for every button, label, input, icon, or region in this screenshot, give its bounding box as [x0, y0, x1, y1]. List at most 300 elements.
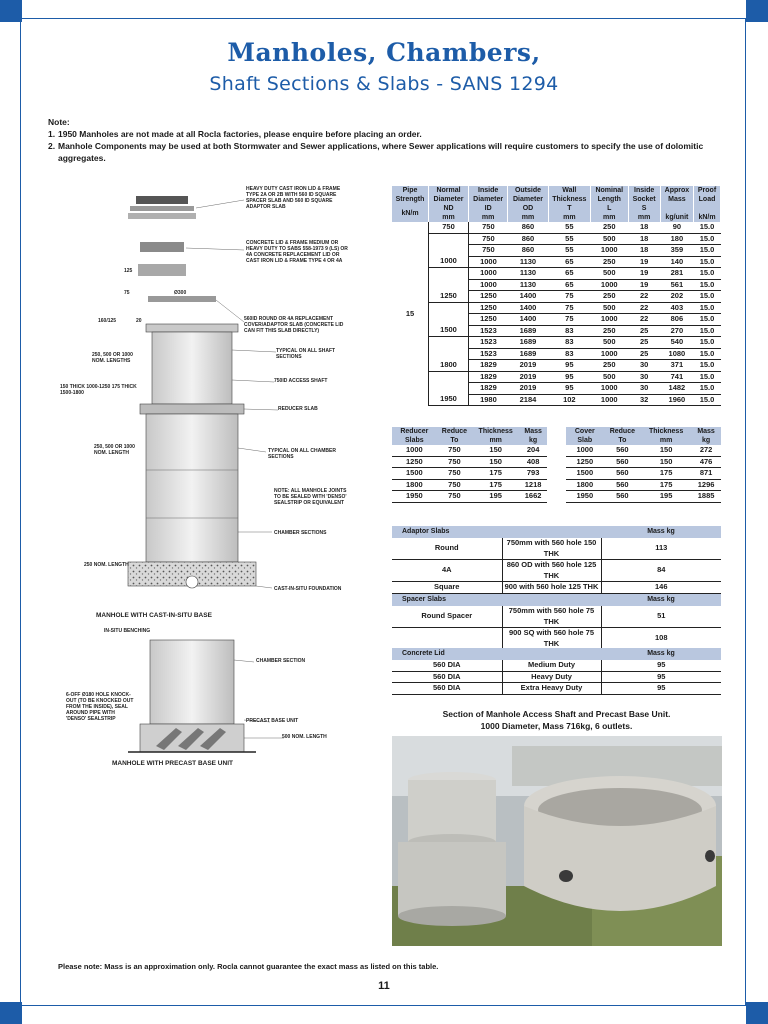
table-cell: 175 — [641, 468, 691, 480]
table-row — [392, 628, 721, 650]
table-cell: 175 — [641, 479, 691, 491]
table-cell: 1829 — [469, 371, 508, 383]
table-cell: 75 — [548, 314, 590, 326]
adaptor-slab-shape — [128, 213, 196, 219]
manhole-photo — [392, 736, 722, 946]
table-cell: 175 — [472, 479, 519, 491]
header-cell: Thickness mm — [641, 427, 691, 445]
table-row — [392, 468, 547, 480]
spacer-slab-section — [392, 594, 721, 650]
pipe-table-body — [392, 222, 721, 406]
diagram-label-typical-chamber: TYPICAL ON ALL CHAMBER SECTIONS — [268, 448, 336, 460]
table-row — [566, 445, 721, 456]
table-header-row — [392, 186, 721, 204]
table-cell: 900 with 560 hole 125 THK — [502, 582, 601, 594]
table-cell: 19 — [628, 256, 660, 268]
table-cell — [392, 628, 502, 650]
table-cell: 1000 — [469, 268, 508, 280]
table-cell: 1829 — [469, 360, 508, 372]
table-row — [392, 582, 721, 594]
table-cell: 1482 — [660, 383, 693, 395]
table-cell: 65 — [548, 256, 590, 268]
table-cell: 1250 — [469, 314, 508, 326]
table-cell: 1250 — [469, 302, 508, 314]
table-cell: Medium Duty — [502, 660, 601, 671]
table-cell: 806 — [660, 314, 693, 326]
table-row — [392, 371, 721, 383]
photo-caption — [392, 708, 721, 732]
table-cell — [429, 348, 469, 360]
table-cell: 83 — [548, 337, 590, 349]
diagram-label-nom-length-500: 500 NOM. LENGTH — [282, 734, 327, 740]
table-cell: 1130 — [508, 279, 548, 291]
unit-cell: kN/m — [694, 213, 721, 222]
diagram-dim-300: Ø300 — [174, 290, 187, 296]
table-cell: 15.0 — [694, 279, 721, 291]
table-row — [392, 360, 721, 372]
header-cell: L — [591, 204, 629, 213]
table-cell: 15.0 — [694, 245, 721, 257]
table-cell — [429, 383, 469, 395]
table-cell: 750 — [469, 222, 508, 233]
table-cell: 22 — [628, 302, 660, 314]
header-cell: ND — [429, 204, 469, 213]
table-cell — [429, 337, 469, 349]
table-cell: 15.0 — [694, 302, 721, 314]
table-row — [392, 245, 721, 257]
table-cell: 900 SQ with 560 hole 75 THK — [502, 628, 601, 650]
table-cell: 15.0 — [694, 360, 721, 372]
table-row — [392, 302, 721, 314]
spacer-slab-shape — [130, 206, 194, 211]
table-cell: 250 — [591, 360, 629, 372]
table-cell: 15.0 — [694, 256, 721, 268]
table-cell: 860 OD with 560 hole 125 THK — [502, 560, 601, 582]
concrete-lid-shape — [140, 242, 184, 252]
table-cell: 1400 — [508, 291, 548, 303]
diagram-label-lengths-1: 250, 500 OR 1000 NOM. LENGTHS — [92, 352, 133, 364]
table-cell: 750 — [437, 445, 472, 456]
diagram-dim-160: 160/125 — [98, 318, 117, 324]
cover-table-body — [566, 445, 721, 502]
table-row — [392, 325, 721, 337]
table-row — [392, 394, 721, 406]
table-row — [392, 671, 721, 683]
table-cell: 1689 — [508, 337, 548, 349]
unit-cell: mm — [508, 213, 548, 222]
pipe-strength-cell: 15 — [392, 222, 429, 406]
header-cell: T — [548, 204, 590, 213]
table-cell: 19 — [628, 279, 660, 291]
diagram-label-reducer-slab: REDUCER SLAB — [278, 406, 318, 412]
table-cell: 1950 — [566, 491, 604, 503]
table-cell: 2184 — [508, 394, 548, 406]
header-cell: Reduce To — [604, 427, 641, 445]
table-cell: 15.0 — [694, 325, 721, 337]
table-cell: 1296 — [691, 479, 721, 491]
cover-slab-table — [566, 427, 721, 503]
table-cell: 83 — [548, 348, 590, 360]
header-cell: Mass kg — [519, 427, 547, 445]
table-cell: 15.0 — [694, 233, 721, 245]
chamber-section-shape — [146, 414, 238, 562]
header-cell: Wall Thickness — [548, 186, 590, 204]
lid-table-body — [392, 660, 721, 694]
table-cell: 1500 — [566, 468, 604, 480]
spacer-title: Spacer Slabs — [392, 594, 502, 606]
table-cell: 140 — [660, 256, 693, 268]
table-cell: 1000 — [591, 314, 629, 326]
page-title: Manholes, Chambers, — [227, 38, 541, 67]
mass-footnote: Please note: Mass is an approximation only. Rocla cannot guarantee the exact mass as listed on this table. — [58, 962, 439, 971]
table-row — [566, 456, 721, 468]
table-cell: 560 — [604, 456, 641, 468]
table-row — [392, 233, 721, 245]
diagram-label-precast-base: PRECAST BASE UNIT — [246, 718, 299, 724]
unit-cell: mm — [591, 213, 629, 222]
table-cell: 195 — [472, 491, 519, 503]
header-cell: Reducer Slabs — [392, 427, 437, 445]
table-cell: Square — [392, 582, 502, 594]
page-number: 11 — [378, 980, 390, 992]
table-cell: 500 — [591, 371, 629, 383]
table-cell: 1523 — [469, 325, 508, 337]
table-cell: 2019 — [508, 371, 548, 383]
table-row — [392, 456, 547, 468]
table-cell: 750 — [437, 456, 472, 468]
table-cell: 750mm with 560 hole 150 THK — [502, 538, 601, 560]
table-cell: 1689 — [508, 348, 548, 360]
header-cell — [694, 204, 721, 213]
adaptor-table-body — [392, 538, 721, 593]
table-cell: 1950 — [429, 394, 469, 406]
table-cell: 65 — [548, 268, 590, 280]
table-cell: 175 — [472, 468, 519, 480]
table-cell: 84 — [601, 560, 721, 582]
table-cell: 1885 — [691, 491, 721, 503]
notes-section — [48, 116, 728, 164]
table-cell: 1080 — [660, 348, 693, 360]
diagram-label-concrete-lid: CONCRETE LID & FRAME MEDIUM OR HEAVY DUTY TO SABS 558-1973 9 (LS) OR 4A CONCRETE REPLACEMENT LID OR CAST IRON LID & FRAME TYPE 4 OR 4A — [246, 240, 348, 264]
table-cell: 561 — [660, 279, 693, 291]
note-text: Manhole Components may be used at both Stormwater and Sewer applications, where Sewer applications will require customers to specify the use of dolomitic aggregates. — [58, 141, 704, 163]
table-cell: 202 — [660, 291, 693, 303]
table-cell: 55 — [548, 233, 590, 245]
table-cell: 22 — [628, 314, 660, 326]
table-cell: 1130 — [508, 256, 548, 268]
table-cell — [429, 314, 469, 326]
table-cell: 1250 — [469, 291, 508, 303]
table-cell: 4A — [392, 560, 502, 582]
header-cell: Reduce To — [437, 427, 472, 445]
table-cell: 1218 — [519, 479, 547, 491]
table-cell: 95 — [548, 383, 590, 395]
adaptor-title: Adaptor Slabs — [392, 526, 502, 538]
table-cell: 150 — [641, 445, 691, 456]
table-cell: 15.0 — [694, 291, 721, 303]
photo-caption-line: Section of Manhole Access Shaft and Precast Base Unit. — [442, 709, 671, 719]
diagram-caption-precast: MANHOLE WITH PRECAST BASE UNIT — [112, 760, 233, 767]
table-cell: 1000 — [591, 348, 629, 360]
table-cell: Round — [392, 538, 502, 560]
replacement-lid-shape — [138, 264, 186, 276]
table-cell: 793 — [519, 468, 547, 480]
diagram-dim-75: 75 — [124, 290, 130, 296]
corner-block-top-left — [0, 0, 22, 22]
corner-block-bottom-left — [0, 1002, 22, 1024]
table-cell: 15.0 — [694, 337, 721, 349]
corner-block-top-right — [746, 0, 768, 22]
table-row — [392, 222, 721, 233]
header-cell: Proof Load — [694, 186, 721, 204]
table-cell: 65 — [548, 279, 590, 291]
table-cell: 146 — [601, 582, 721, 594]
table-cell: 204 — [519, 445, 547, 456]
pipe-spec-table — [392, 186, 721, 406]
header-cell: Normal Diameter — [429, 186, 469, 204]
precast-chamber-shape — [150, 640, 234, 724]
table-cell: 476 — [691, 456, 721, 468]
table-header-row — [566, 427, 721, 445]
table-row — [392, 268, 721, 280]
table-cell: 1250 — [429, 291, 469, 303]
table-cell: 1662 — [519, 491, 547, 503]
table-cell: 55 — [548, 245, 590, 257]
table-cell: 15.0 — [694, 383, 721, 395]
table-cell: 95 — [548, 371, 590, 383]
table-cell: 75 — [548, 302, 590, 314]
table-row — [392, 538, 721, 560]
table-cell: 18 — [628, 222, 660, 233]
table-cell: 55 — [548, 222, 590, 233]
table-cell: 560 DIA — [392, 683, 502, 695]
cast-iron-lid-shape — [136, 196, 188, 204]
table-row — [392, 491, 547, 503]
table-cell: 1523 — [469, 348, 508, 360]
header-cell: Approx Mass — [660, 186, 693, 204]
table-row — [392, 660, 721, 671]
unit-cell: mm — [469, 213, 508, 222]
table-cell: 19 — [628, 268, 660, 280]
table-row — [392, 348, 721, 360]
table-row — [392, 337, 721, 349]
table-cell: 30 — [628, 383, 660, 395]
table-cell: 750 — [469, 233, 508, 245]
table-cell: 1500 — [429, 325, 469, 337]
lid-title: Concrete Lid — [392, 648, 502, 660]
table-cell: 25 — [628, 337, 660, 349]
adaptor-slab-section — [392, 526, 721, 594]
table-cell: 1400 — [508, 314, 548, 326]
table-cell: 25 — [628, 348, 660, 360]
table-header-row — [392, 427, 547, 445]
note-text: 1950 Manholes are not made at all Rocla factories, please enquire before placing an order. — [58, 129, 422, 139]
cover-slab-shape — [148, 296, 216, 302]
table-cell: 1000 — [392, 445, 437, 456]
table-cell: 1000 — [591, 383, 629, 395]
table-cell: 560 — [604, 445, 641, 456]
table-cell: 270 — [660, 325, 693, 337]
diagram-label-knockout: 6-OFF Ø180 HOLE KNOCK-OUT (TO BE KNOCKED OUT FROM THE INSIDE), SEAL AROUND PIPE WITH 'DENSO' SEALSTRIP — [66, 692, 134, 722]
table-cell: 15.0 — [694, 348, 721, 360]
diagram-label-chamber-section: CHAMBER SECTION — [256, 658, 306, 664]
table-cell: 1829 — [469, 383, 508, 395]
diagram-caption-cast-in-situ: MANHOLE WITH CAST-IN-SITU BASE — [96, 612, 212, 619]
header-cell: Inside Socket — [628, 186, 660, 204]
table-cell: 750 — [437, 468, 472, 480]
unit-cell: mm — [548, 213, 590, 222]
table-cell: 500 — [591, 233, 629, 245]
table-cell — [429, 268, 469, 280]
note-item — [48, 140, 728, 164]
unit-cell: mm — [429, 213, 469, 222]
corner-block-bottom-right — [746, 1002, 768, 1024]
header-cell: S — [628, 204, 660, 213]
table-cell: 500 — [591, 268, 629, 280]
diagram-label-round-cover: 560ID ROUND OR 4A REPLACEMENT COVER/ADAPTOR SLAB (CONCRETE LID CAN FIT THIS SLAB DIRECTLY) — [244, 316, 344, 334]
table-cell — [429, 245, 469, 257]
table-cell: 30 — [628, 360, 660, 372]
photo-caption-line: 1000 Diameter, Mass 716kg, 6 outlets. — [480, 721, 633, 731]
table-cell: 1950 — [392, 491, 437, 503]
header-cell: Cover Slab — [566, 427, 604, 445]
diagram-label-benching: IN-SITU BENCHING — [104, 628, 151, 634]
table-row — [392, 560, 721, 582]
table-cell: 1000 — [429, 256, 469, 268]
table-row — [392, 383, 721, 395]
table-cell: 860 — [508, 222, 548, 233]
table-cell: 195 — [641, 491, 691, 503]
table-row — [392, 279, 721, 291]
table-cell: 1000 — [566, 445, 604, 456]
table-cell: 15.0 — [694, 371, 721, 383]
table-cell: 871 — [691, 468, 721, 480]
table-cell: 108 — [601, 628, 721, 650]
diagram-dim-20: 20 — [136, 318, 142, 324]
lid-mass-header: Mass kg — [601, 648, 721, 660]
table-cell: 95 — [601, 683, 721, 695]
table-cell: 1000 — [469, 256, 508, 268]
table-cell: 359 — [660, 245, 693, 257]
table-cell — [429, 233, 469, 245]
table-row — [392, 606, 721, 628]
table-units-row — [392, 213, 721, 222]
table-row — [566, 479, 721, 491]
diagram-dim-125: 125 — [124, 268, 133, 274]
table-cell: 1250 — [392, 456, 437, 468]
table-cell: 150 — [472, 456, 519, 468]
spacer-table-body — [392, 606, 721, 650]
table-cell: 1800 — [392, 479, 437, 491]
table-cell: 95 — [548, 360, 590, 372]
table-cell: 2019 — [508, 383, 548, 395]
table-cell: 15.0 — [694, 394, 721, 406]
table-cell: 32 — [628, 394, 660, 406]
table-cell: 1523 — [469, 337, 508, 349]
header-cell — [660, 204, 693, 213]
table-cell: 1000 — [591, 394, 629, 406]
table-cell: 102 — [548, 394, 590, 406]
concrete-lid-section — [392, 648, 721, 695]
table-cell: 30 — [628, 371, 660, 383]
table-cell: 750 — [437, 479, 472, 491]
table-cell: 1800 — [566, 479, 604, 491]
table-cell: 1130 — [508, 268, 548, 280]
table-cell: 750 — [437, 491, 472, 503]
table-cell: 408 — [519, 456, 547, 468]
diagram-label-nom-length-250: 250 NOM. LENGTH — [84, 562, 129, 568]
table-cell: 403 — [660, 302, 693, 314]
table-cell: 95 — [601, 671, 721, 683]
table-cell: 500 — [591, 302, 629, 314]
table-cell: 560 — [604, 468, 641, 480]
unit-cell: mm — [628, 213, 660, 222]
table-cell: 22 — [628, 291, 660, 303]
table-cell: 250 — [591, 222, 629, 233]
table-cell: 1800 — [429, 360, 469, 372]
table-cell: 500 — [591, 337, 629, 349]
table-row — [392, 256, 721, 268]
table-cell: Extra Heavy Duty — [502, 683, 601, 695]
diagram-label-typical-shaft: TYPICAL ON ALL SHAFT SECTIONS — [276, 348, 336, 360]
table-cell: 860 — [508, 233, 548, 245]
table-row — [392, 479, 547, 491]
diagram-label-chamber-sections: CHAMBER SECTIONS — [274, 530, 327, 536]
table-subheader-row — [392, 204, 721, 213]
table-cell: 741 — [660, 371, 693, 383]
table-cell: 15.0 — [694, 222, 721, 233]
table-cell: 113 — [601, 538, 721, 560]
table-cell: 1250 — [566, 456, 604, 468]
table-cell: 750 — [429, 222, 469, 233]
table-cell: 250 — [591, 325, 629, 337]
header-cell: kN/m — [392, 204, 429, 222]
note-item — [48, 128, 728, 140]
page-subtitle: Shaft Sections & Slabs - SANS 1294 — [209, 73, 559, 95]
table-cell: 180 — [660, 233, 693, 245]
table-row — [566, 491, 721, 503]
table-cell — [429, 279, 469, 291]
table-cell: 1960 — [660, 394, 693, 406]
table-cell: 540 — [660, 337, 693, 349]
table-cell: 250 — [591, 256, 629, 268]
table-row — [392, 683, 721, 695]
table-cell: 51 — [601, 606, 721, 628]
table-cell: 95 — [601, 660, 721, 671]
table-cell: 560 DIA — [392, 660, 502, 671]
diagram-label-joints-note: NOTE: ALL MANHOLE JOINTS TO BE SEALED WITH 'DENSO' SEALSTRIP OR EQUIVALENT — [274, 488, 347, 506]
table-cell: 281 — [660, 268, 693, 280]
diagram-label-access-shaft: 750ID ACCESS SHAFT — [274, 378, 328, 384]
table-cell: 1000 — [469, 279, 508, 291]
table-row — [392, 291, 721, 303]
table-cell: 750mm with 560 hole 75 THK — [502, 606, 601, 628]
table-cell: 18 — [628, 245, 660, 257]
diagram-label-cast-in-situ: CAST-IN-SITU FOUNDATION — [274, 586, 342, 592]
reducer-slab-table — [392, 427, 547, 503]
header-cell: Inside Diameter — [469, 186, 508, 204]
table-row — [392, 314, 721, 326]
adaptor-on-shaft-shape — [146, 324, 238, 332]
table-cell: 560 DIA — [392, 671, 502, 683]
unit-cell: kg/unit — [660, 213, 693, 222]
table-row — [566, 468, 721, 480]
table-cell: 750 — [469, 245, 508, 257]
table-cell: 90 — [660, 222, 693, 233]
table-cell: 18 — [628, 233, 660, 245]
note-number: 1. — [48, 129, 56, 139]
table-cell: 1000 — [591, 279, 629, 291]
